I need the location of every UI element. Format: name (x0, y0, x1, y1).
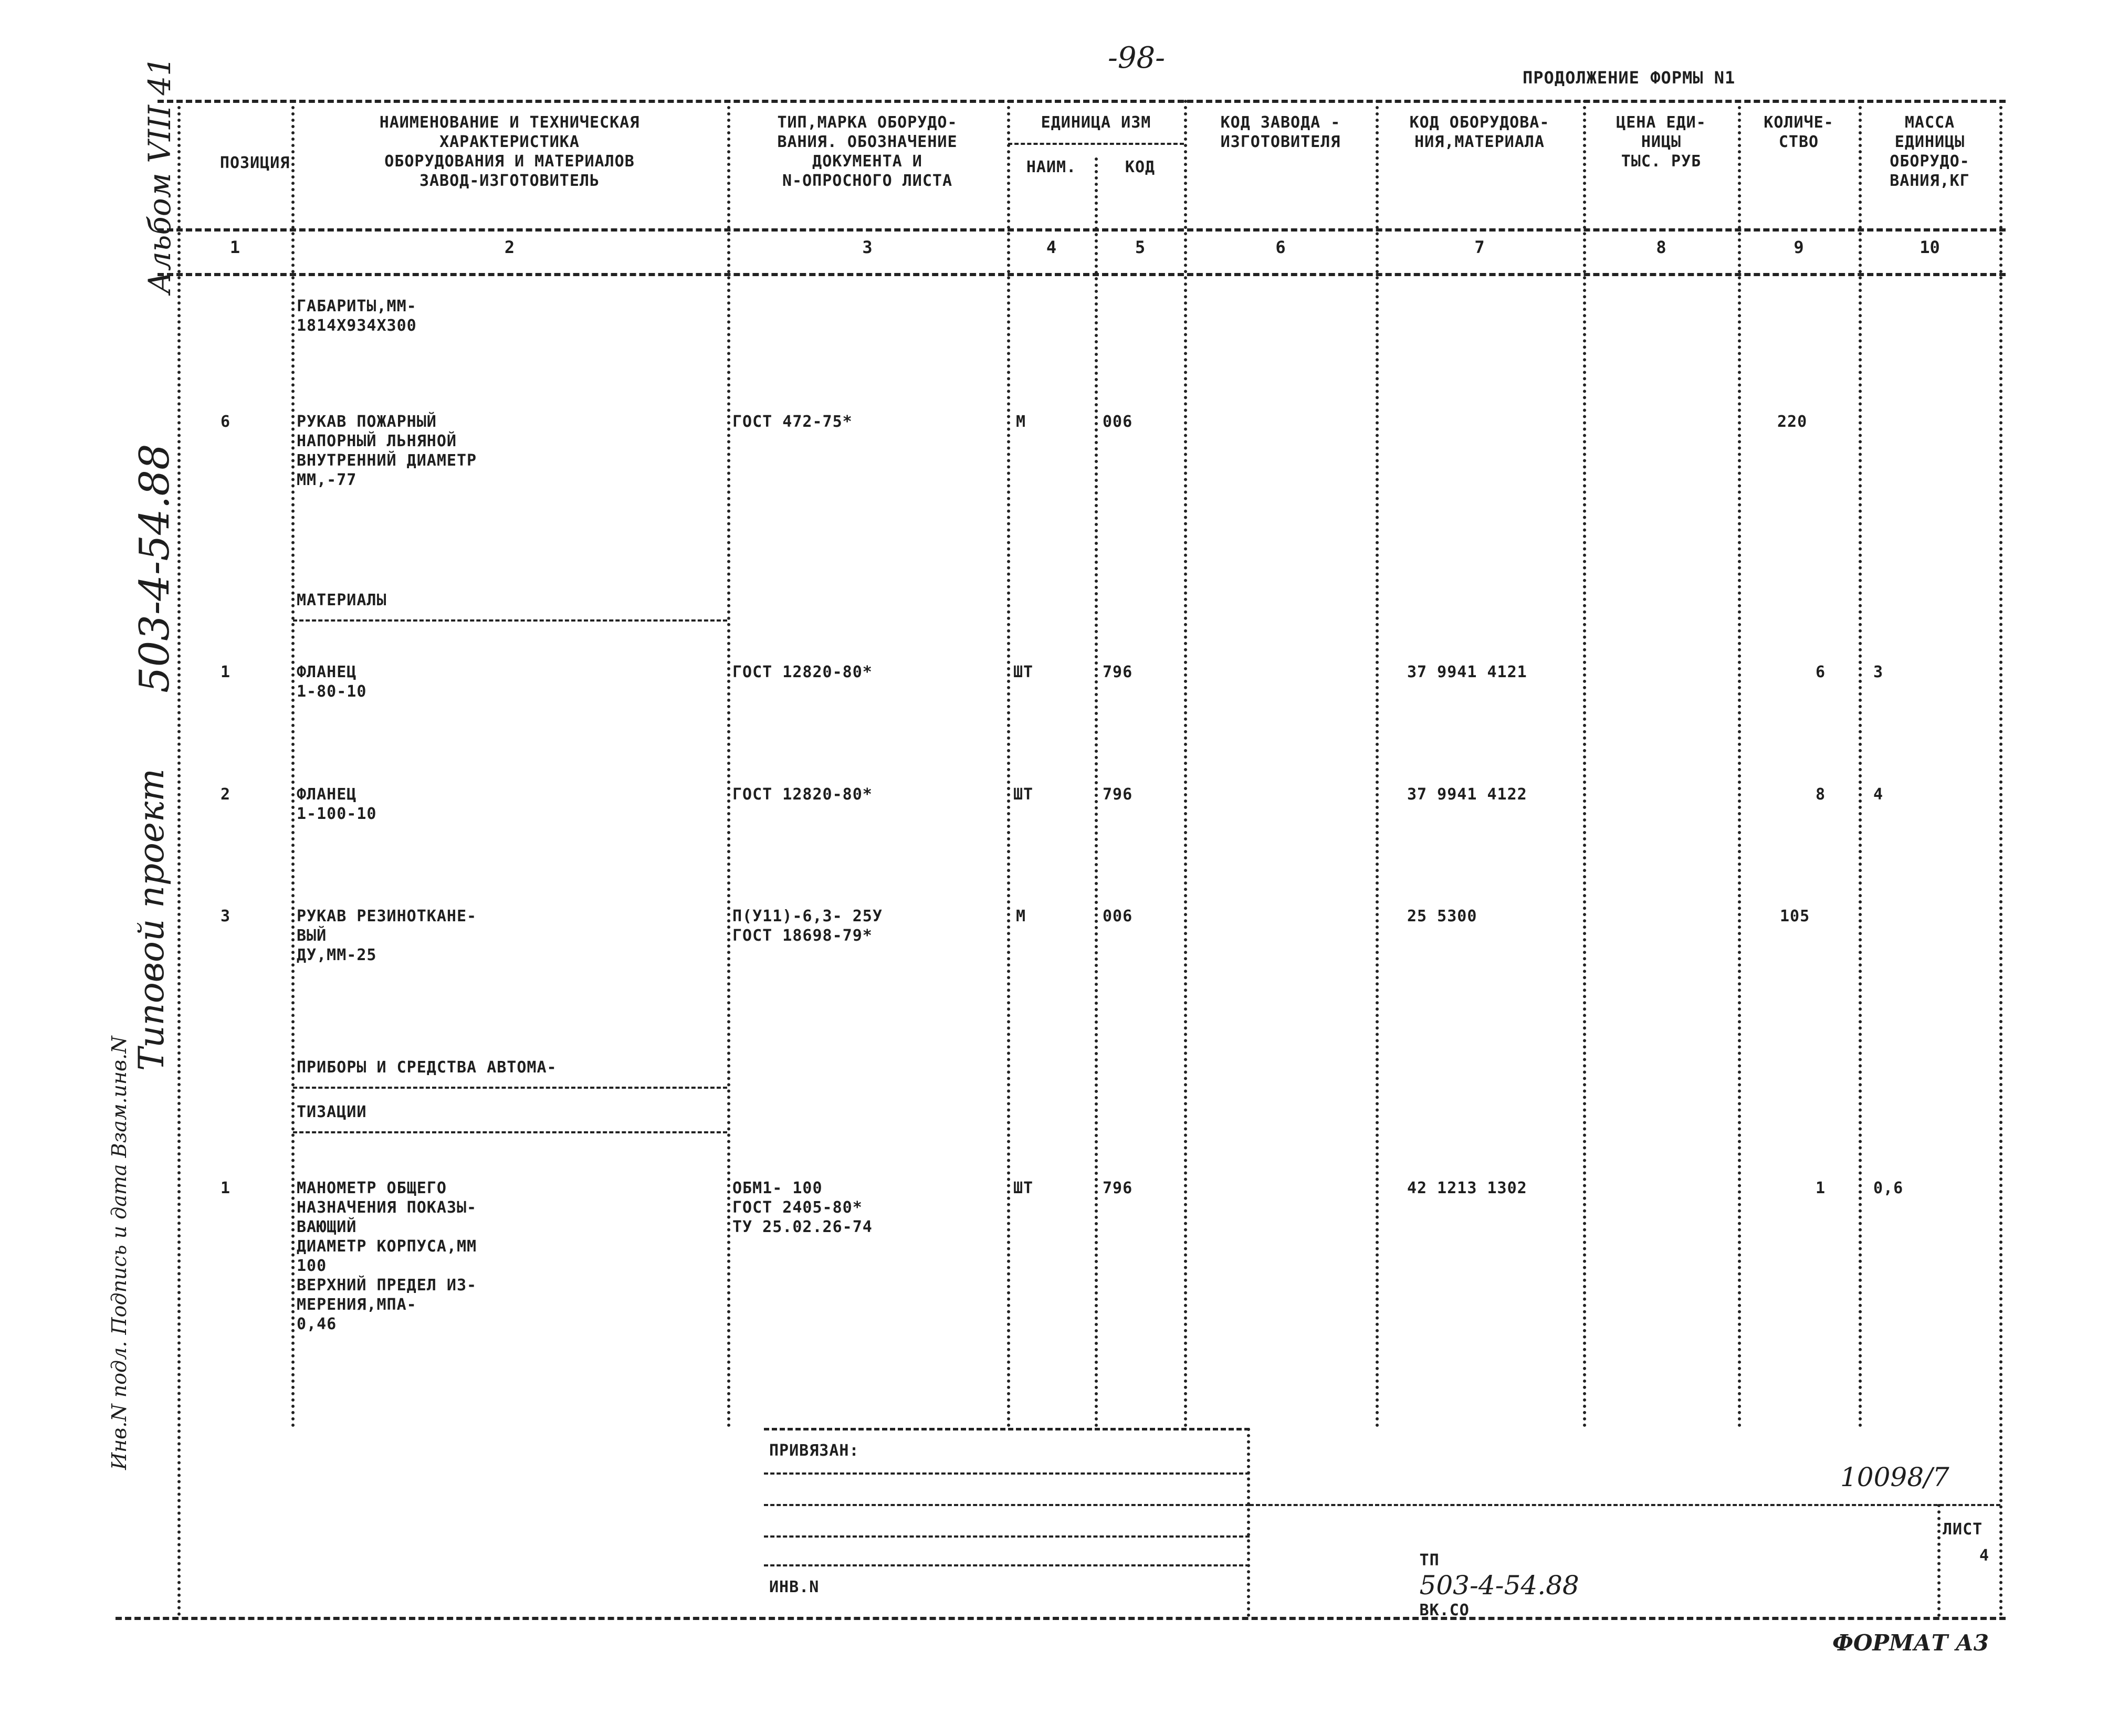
col-num-6: 6 (1275, 237, 1286, 257)
col-divider (1095, 157, 1098, 1428)
row-4-pos: 2 (221, 785, 231, 804)
col-num-5: 5 (1135, 237, 1146, 257)
row-2-section: МАТЕРИАЛЫ (297, 591, 387, 609)
col-divider (1859, 100, 1862, 1428)
row-3-code: 796 (1103, 663, 1133, 681)
row-5-unit: М (1016, 907, 1026, 925)
row-7-section: ТИЗАЦИИ (297, 1103, 367, 1121)
col-num-3: 3 (862, 237, 873, 257)
header-col-1: ПОЗИЦИЯ (219, 154, 290, 172)
doc-code: ТП 503-4-54.88 ВК.СО (1419, 1551, 1579, 1619)
row-4-code: 796 (1103, 785, 1133, 804)
titleblock-line-1 (764, 1472, 1250, 1475)
header-col-6: КОД ЗАВОДА - ИЗГОТОВИТЕЛЯ (1220, 113, 1341, 151)
row-0-name: ГАБАРИТЫ,ММ- 1814Х934Х300 (297, 297, 417, 335)
row-5-name: РУКАВ РЕЗИНОТКАНЕ- ВЫЙ ДУ,ММ-25 (297, 907, 477, 964)
col-divider (177, 100, 181, 1617)
header-col-2: НАИМЕНОВАНИЕ И ТЕХНИЧЕСКАЯ ХАРАКТЕРИСТИКА ОБОРУДОВАНИЯ И МАТЕРИАЛОВ ЗАВОД-ИЗГОТОВИТЕЛЬ (379, 113, 640, 190)
row-3-qty: 6 (1816, 663, 1826, 681)
row-4-name: ФЛАНЕЦ 1-100-10 (297, 785, 377, 823)
header-divider (158, 228, 2006, 232)
row-8-qty: 1 (1816, 1179, 1826, 1197)
row-1-unit: М (1016, 413, 1026, 431)
typical-project-label: Типовой проект (131, 769, 172, 1071)
inv-label: ИНВ.N (769, 1578, 820, 1596)
col-divider (1583, 100, 1586, 1428)
col-divider (727, 100, 730, 1428)
row-3-name: ФЛАНЕЦ 1-80-10 (297, 663, 367, 701)
col-num-4: 4 (1046, 237, 1057, 257)
row-5-pos: 3 (221, 907, 231, 925)
order-number: 10098/7 (1840, 1462, 1949, 1492)
col-num-9: 9 (1794, 237, 1804, 257)
header-col-7: КОД ОБОРУДОВА- НИЯ,МАТЕРИАЛА (1409, 113, 1550, 151)
col-num-2: 2 (504, 237, 515, 257)
col-num-10: 10 (1920, 237, 1940, 257)
row-8-unit: ШТ (1013, 1179, 1034, 1197)
titleblock-top (764, 1428, 1250, 1430)
col-divider (1007, 100, 1010, 1428)
row-4-mat: 37 9941 4122 (1407, 785, 1527, 804)
sheet-number: 4 (1979, 1546, 1990, 1565)
titleblock-line-main (1250, 1504, 2000, 1506)
titleblock-line-4 (764, 1564, 1250, 1566)
section-underline-materials (293, 619, 727, 622)
col-divider (1376, 100, 1379, 1428)
titleblock-divider (1247, 1428, 1250, 1617)
row-5-qty: 105 (1780, 907, 1810, 925)
unit-group-divider (1008, 143, 1184, 145)
row-8-mat: 42 1213 1302 (1407, 1179, 1527, 1197)
format-label: ФОРМАТ А3 (1832, 1630, 1989, 1656)
row-4-qty: 8 (1816, 785, 1826, 804)
frame-bottom (116, 1617, 2006, 1620)
row-8-name: МАНОМЕТР ОБЩЕГО НАЗНАЧЕНИЯ ПОКАЗЫ- ВАЮЩИЙ ДИАМЕТР КОРПУСА,ММ 100 ВЕРХНИЙ ПРЕДЕЛ ИЗ- МЕРЕНИЯ,МПА- 0,46 (297, 1179, 477, 1333)
col-divider (1738, 100, 1741, 1428)
frame-right (1999, 100, 2002, 1617)
header-col-4: НАИМ. (1026, 158, 1077, 176)
header-unit-group: ЕДИНИЦА ИЗМ (1041, 113, 1151, 132)
page-number: -98- (1108, 41, 1166, 75)
row-3-mat: 37 9941 4121 (1407, 663, 1527, 681)
row-3-mass: 3 (1873, 663, 1884, 681)
col-divider (1184, 100, 1187, 1428)
row-5-type: П(У11)-6,3- 25У ГОСТ 18698-79* (732, 907, 883, 945)
header-col-3: ТИП,МАРКА ОБОРУДО- ВАНИЯ. ОБОЗНАЧЕНИЕ ДОКУМЕНТА И N-ОПРОСНОГО ЛИСТА (777, 113, 958, 190)
header-col-9: КОЛИЧЕ- СТВО (1764, 113, 1834, 151)
section-underline-automation-2 (293, 1131, 727, 1133)
row-5-code: 006 (1103, 907, 1133, 925)
sheet-box-divider (1937, 1504, 1941, 1617)
col-divider (291, 100, 295, 1428)
row-1-pos: 6 (221, 413, 231, 431)
continuation-label: ПРОДОЛЖЕНИЕ ФОРМЫ N1 (1523, 68, 1736, 88)
row-8-pos: 1 (221, 1179, 231, 1197)
col-num-1: 1 (229, 237, 240, 257)
row-8-code: 796 (1103, 1179, 1133, 1197)
row-3-type: ГОСТ 12820-80* (732, 663, 873, 681)
row-1-type: ГОСТ 472-75* (732, 413, 853, 431)
header-divider-2 (158, 273, 2006, 276)
row-4-mass: 4 (1873, 785, 1884, 804)
row-3-unit: ШТ (1013, 663, 1034, 681)
row-4-type: ГОСТ 12820-80* (732, 785, 873, 804)
row-3-pos: 1 (221, 663, 231, 681)
row-1-code: 006 (1103, 413, 1133, 431)
row-6-section: ПРИБОРЫ И СРЕДСТВА АВТОМА- (297, 1058, 557, 1077)
row-5-mat: 25 5300 (1407, 907, 1477, 925)
header-col-10: МАССА ЕДИНИЦЫ ОБОРУДО- ВАНИЯ,КГ (1890, 113, 1970, 190)
header-col-5: КОД (1125, 158, 1156, 176)
row-1-name: РУКАВ ПОЖАРНЫЙ НАПОРНЫЙ ЛЬНЯНОЙ ВНУТРЕННИЙ ДИАМЕТР ММ,-77 (297, 413, 477, 489)
titleblock-line-2 (764, 1504, 1250, 1506)
col-num-7: 7 (1474, 237, 1485, 257)
row-8-mass: 0,6 (1873, 1179, 1904, 1197)
album-label: Альбом VIII 41 (142, 56, 177, 294)
project-code-label: 503-4-54.88 (131, 444, 179, 693)
sheet-label: ЛИСТ (1943, 1520, 1983, 1539)
linked-label: ПРИВЯЗАН: (769, 1442, 859, 1460)
row-4-unit: ШТ (1013, 785, 1034, 804)
stamp-fields-label: Инв.N подл. Подпись и дата Взам.инв.N (108, 1036, 131, 1470)
titleblock-line-3 (764, 1535, 1250, 1538)
col-num-8: 8 (1656, 237, 1666, 257)
section-underline-automation (293, 1087, 727, 1089)
frame-top (158, 100, 2006, 103)
row-8-type: ОБМ1- 100 ГОСТ 2405-80* ТУ 25.02.26-74 (732, 1179, 873, 1236)
row-1-qty: 220 (1777, 413, 1808, 431)
header-col-8: ЦЕНА ЕДИ- НИЦЫ ТЫС. РУБ (1616, 113, 1706, 171)
